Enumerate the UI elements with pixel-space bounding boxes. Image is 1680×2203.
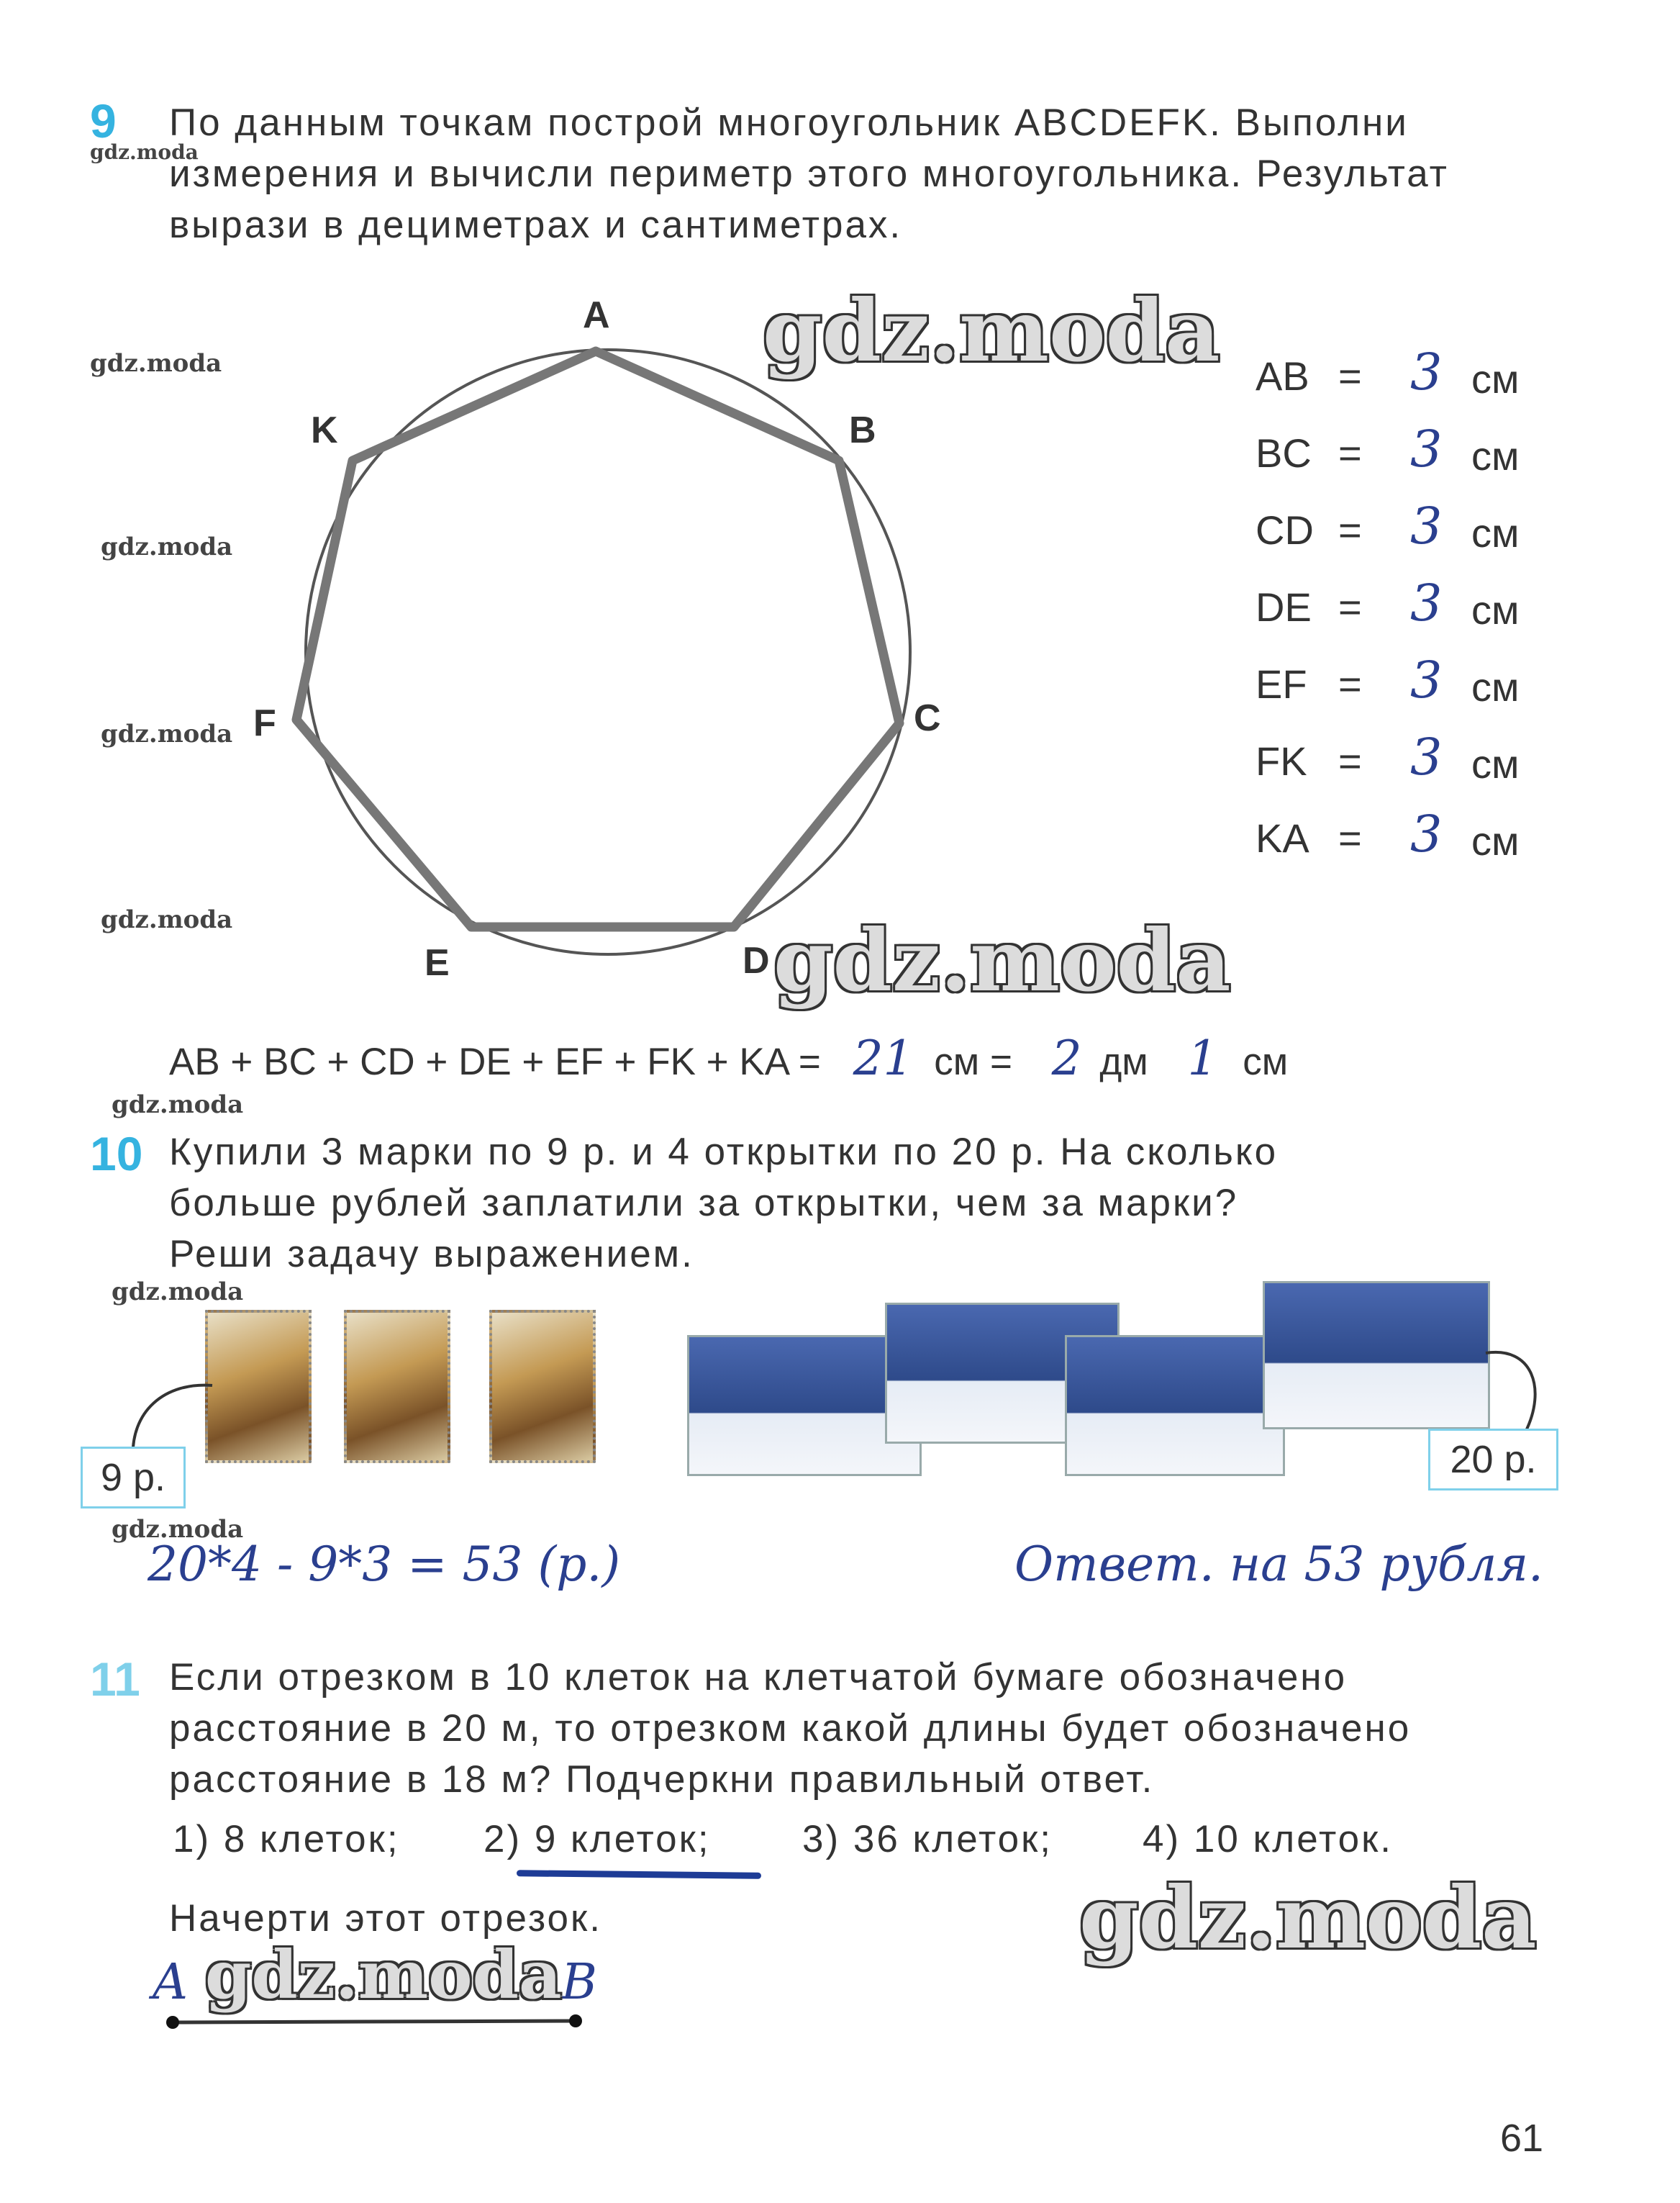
measurement-label: CD bbox=[1256, 507, 1314, 553]
sum-rem-cm-value: 1 bbox=[1187, 1031, 1218, 1086]
task-11-line-1: Если отрезком в 10 клеток на клетчатой бумаге обозначено bbox=[169, 1656, 1348, 1698]
perimeter-sum bbox=[169, 1031, 1288, 1086]
measurement-unit: см bbox=[1471, 664, 1520, 710]
equals-sign: = bbox=[1338, 430, 1362, 476]
measurement-label: KA bbox=[1256, 815, 1309, 861]
task-10-line-2: больше рублей заплатили за открытки, чем за марки? bbox=[169, 1182, 1239, 1224]
postcard-image bbox=[1065, 1335, 1285, 1476]
sum-rem-cm-unit: см bbox=[1243, 1041, 1289, 1083]
segment-label-a: A bbox=[153, 1954, 189, 2011]
measurement-label: EF bbox=[1256, 661, 1307, 707]
task-11-option-4: 4) 10 клеток. bbox=[1143, 1818, 1394, 1860]
correct-answer-underline bbox=[517, 1870, 761, 1879]
measurement-ab bbox=[1256, 343, 1543, 425]
point-label-k: K bbox=[311, 410, 338, 451]
measurement-de bbox=[1256, 574, 1543, 656]
watermark-small: gdz.moda bbox=[90, 349, 222, 378]
measurement-unit: см bbox=[1471, 356, 1520, 402]
postcard-pointer-line bbox=[1482, 1346, 1568, 1439]
watermark-small: gdz.moda bbox=[101, 720, 233, 748]
watermark-large: gdz.moda bbox=[773, 910, 1231, 1010]
point-label-a: A bbox=[583, 294, 610, 336]
task-10-number: 10 bbox=[90, 1127, 143, 1180]
measurement-fk bbox=[1256, 728, 1543, 810]
point-label-b: B bbox=[849, 410, 876, 451]
point-label-e: E bbox=[424, 942, 450, 984]
measurement-unit: см bbox=[1471, 741, 1520, 787]
equals-sign: = bbox=[1338, 353, 1362, 399]
measurement-bc bbox=[1256, 420, 1543, 502]
measurement-label: AB bbox=[1256, 353, 1309, 399]
measurement-value: 3 bbox=[1410, 651, 1443, 710]
task-9-line-2: измерения и вычисли периметр этого многоугольника. Результат bbox=[169, 153, 1449, 195]
measurement-value: 3 bbox=[1410, 343, 1443, 402]
measurement-unit: см bbox=[1471, 587, 1520, 633]
task-11-number: 11 bbox=[90, 1652, 140, 1706]
equals-sign: = bbox=[1338, 661, 1362, 707]
point-label-c: C bbox=[914, 697, 941, 739]
measurement-value: 3 bbox=[1410, 574, 1443, 633]
page-number: 61 bbox=[1500, 2117, 1544, 2160]
task-11-option-1: 1) 8 клеток; bbox=[173, 1818, 400, 1860]
task-11-option-3: 3) 36 клеток; bbox=[802, 1818, 1053, 1860]
task-11-line-3: расстояние в 18 м? Подчеркни правильный ответ. bbox=[169, 1758, 1155, 1801]
measurement-unit: см bbox=[1471, 818, 1520, 864]
sum-dm-value: 2 bbox=[1051, 1031, 1082, 1086]
task-11-line-2: расстояние в 20 м, то отрезком какой длины будет обозначено bbox=[169, 1707, 1412, 1750]
measurement-ka bbox=[1256, 805, 1543, 887]
watermark-small: gdz.moda bbox=[112, 1090, 244, 1119]
postcard-price-box: 20 р. bbox=[1428, 1429, 1558, 1490]
point-label-f: F bbox=[253, 702, 276, 744]
sum-expression: AB + BC + CD + DE + EF + FK + KA = bbox=[169, 1041, 821, 1083]
stamp-price-box: 9 р. bbox=[81, 1447, 186, 1508]
segment-endpoint-a bbox=[166, 2016, 179, 2029]
measurement-value: 3 bbox=[1410, 420, 1443, 479]
watermark-large: gdz.moda bbox=[763, 281, 1220, 381]
watermark-large: gdz.moda bbox=[205, 1936, 562, 2014]
measurement-value: 3 bbox=[1410, 805, 1443, 864]
measurement-label: FK bbox=[1256, 738, 1307, 784]
watermark-small: gdz.moda bbox=[112, 1277, 244, 1306]
sum-cm-unit: см = bbox=[934, 1041, 1012, 1083]
task-11-option-2: 2) 9 клеток; bbox=[483, 1818, 711, 1860]
task-10-line-1: Купили 3 марки по 9 р. и 4 открытки по 20 р. На сколько bbox=[169, 1131, 1279, 1173]
equals-sign: = bbox=[1338, 815, 1362, 861]
task-9-line-3: вырази в дециметрах и сантиметрах. bbox=[169, 204, 903, 246]
equals-sign: = bbox=[1338, 584, 1362, 630]
equals-sign: = bbox=[1338, 507, 1362, 553]
segment-label-b: B bbox=[561, 1954, 597, 2011]
measurement-unit: см bbox=[1471, 510, 1520, 556]
heptagon-ABCDEFK bbox=[296, 351, 899, 927]
stamp-image bbox=[344, 1310, 450, 1463]
measurement-ef bbox=[1256, 651, 1543, 733]
task-10-solution: 20*4 - 9*3 = 53 (р.) bbox=[147, 1537, 621, 1592]
watermark-small: gdz.moda bbox=[101, 533, 233, 561]
task-10-answer: Ответ. на 53 рубля. bbox=[1014, 1537, 1543, 1592]
task-11-draw-instruction: Начерти этот отрезок. bbox=[169, 1897, 602, 1940]
equals-sign: = bbox=[1338, 738, 1362, 784]
measurement-unit: см bbox=[1471, 433, 1520, 479]
sum-dm-unit: дм bbox=[1099, 1041, 1148, 1083]
task-11-text bbox=[169, 1652, 1411, 1805]
watermark-large: gdz.moda bbox=[1079, 1868, 1537, 1968]
task-9-line-1: По данным точкам построй многоугольник ABCDEFK. Выполни bbox=[169, 101, 1409, 144]
segment-endpoint-b bbox=[569, 2014, 582, 2027]
sum-cm-value: 21 bbox=[853, 1031, 914, 1086]
point-label-d: D bbox=[743, 940, 770, 982]
task-10-line-3: Реши задачу выражением. bbox=[169, 1233, 694, 1275]
measurement-cd bbox=[1256, 497, 1543, 579]
task-9-number: 9 bbox=[90, 94, 117, 148]
task-9-text bbox=[169, 97, 1449, 250]
watermark-small: gdz.moda bbox=[101, 905, 233, 934]
watermark-small: gdz.moda bbox=[112, 1515, 244, 1544]
task-10-text bbox=[169, 1126, 1278, 1280]
watermark-small: gdz.moda bbox=[90, 140, 199, 164]
measurement-label: DE bbox=[1256, 584, 1312, 630]
measurement-value: 3 bbox=[1410, 728, 1443, 787]
measurement-value: 3 bbox=[1410, 497, 1443, 556]
postcard-image bbox=[1263, 1281, 1490, 1429]
stamp-image bbox=[489, 1310, 596, 1463]
measurement-label: BC bbox=[1256, 430, 1312, 476]
